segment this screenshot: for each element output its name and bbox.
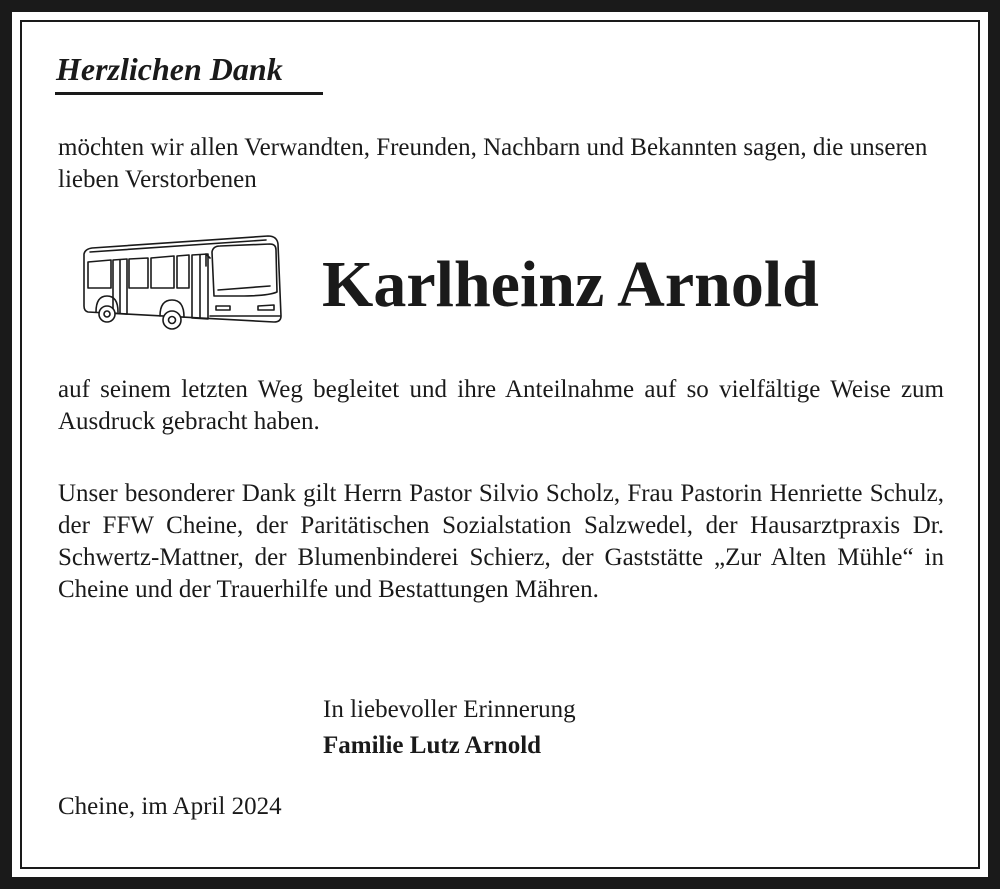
heading: Herzlichen Dank: [56, 51, 283, 87]
intro-text: möchten wir allen Verwandten, Freunden, Nachbarn und Bekannten sagen, die unseren lieben Verstorbenen: [58, 134, 928, 193]
heading-underline: [55, 92, 323, 95]
deceased-name: Karlheinz Arnold: [322, 248, 819, 321]
bus-icon: [80, 230, 283, 338]
family-signature: Familie Lutz Arnold: [323, 732, 542, 759]
special-thanks-text: Unser besonderer Dank gilt Herrn Pastor Silvio Scholz, Frau Pastorin Henriette Schulz, der FFW Cheine, der Paritätischen Sozialstation Salzwedel, der Hausarztpraxis Dr. Schwertz-Mattner, der Blumenbinderei Schierz, der Gaststätte „Zur Alten Mühle“ in Cheine und der Trauerhilfe und Bestattungen Mähren.: [58, 480, 944, 603]
obituary-card: [12, 12, 988, 877]
place-and-date: Cheine, im April 2024: [58, 793, 282, 820]
acknowledgement-text: auf seinem letzten Weg begleitet und ihre Anteilnahme auf so vielfältige Weise zum Ausdruck gebracht haben.: [58, 376, 944, 435]
closing-line: In liebevoller Erinnerung: [323, 696, 576, 723]
